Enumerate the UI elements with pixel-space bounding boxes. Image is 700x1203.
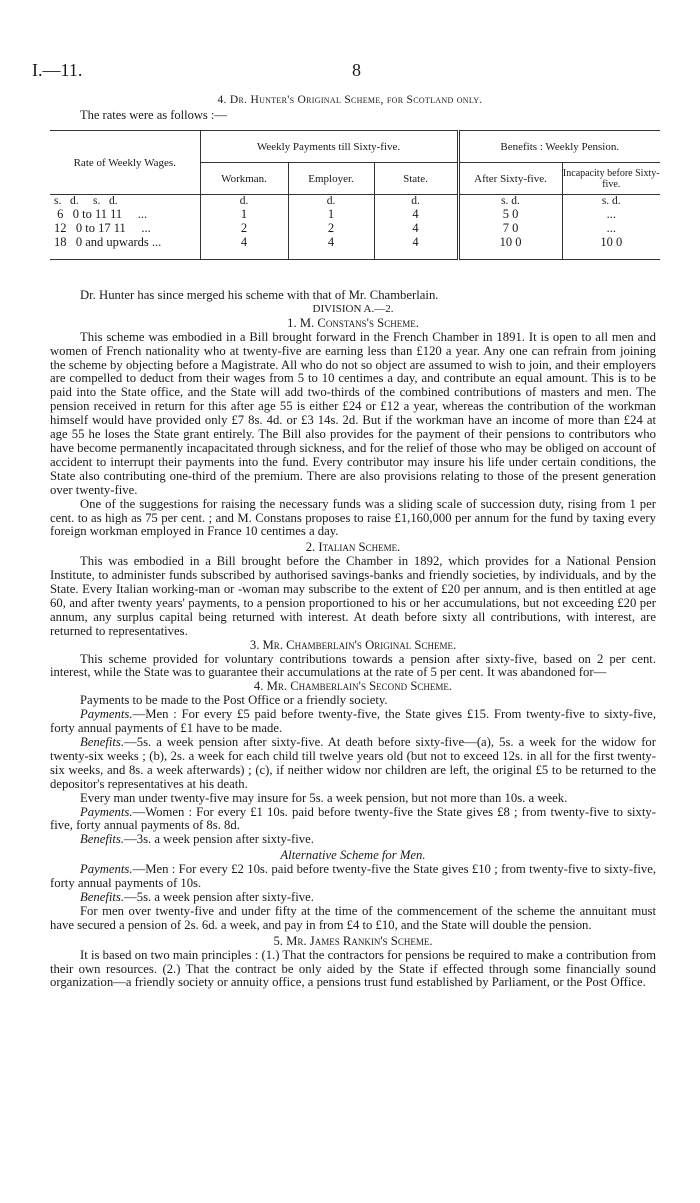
row-workman: 1 (200, 207, 288, 221)
division-heading: DIVISION A.—2. (312, 302, 394, 315)
chamberlain-second-p3 (50, 736, 656, 792)
rates-table (50, 130, 660, 260)
rates-lead: The rates were as follows :— (80, 108, 227, 122)
row-employer: 2 (288, 221, 374, 235)
section-title-italian: 2. Italian Scheme. (305, 540, 401, 555)
col-state: State. (374, 163, 458, 195)
chamberlain-original-paragraph: This scheme provided for voluntary contributions towards a pension after sixty-five, based on 2 per cent. interest, while the State was to guarantee their accumulations at the rate of 5 per cent. It was abandoned for— (50, 651, 656, 680)
alternative-p2 (50, 891, 656, 905)
row-employer: 4 (288, 235, 374, 249)
hunter-note: Dr. Hunter has since merged his scheme with that of Mr. Chamberlain. (80, 288, 439, 302)
alternative-p1 (50, 863, 656, 891)
payments-text: —Women : For every £1 10s. paid before twenty-five the State gives £8 ; from twenty-five to sixty-five, forty annual payments of 8s. 8d. (50, 804, 656, 833)
rankin-paragraph: It is based on two main principles : (1.) That the contractors for pensions be required to make a contribution from their own resources. (2.) That the contract be only aided by the State if effected through some financially sound organization—a friendly society or annuity office, a pensions trust fund established by Parliament, or the Post Office. (50, 947, 656, 990)
payments-label: Payments. (80, 707, 133, 722)
section-title-chamberlain-second: 4. Mr. Chamberlain's Second Scheme. (253, 679, 453, 694)
section-title-rankin: 5. Mr. James Rankin's Scheme. (273, 933, 433, 948)
row-state: 4 (374, 207, 458, 221)
table-row (50, 207, 660, 221)
section-title-chamberlain-original: 3. Mr. Chamberlain's Original Scheme. (249, 637, 457, 652)
row-after: 5 0 (458, 207, 562, 221)
table-row (50, 221, 660, 235)
unit-state: d. (374, 195, 458, 208)
chamberlain-second-p4: Every man under twenty-five may insure for 5s. a week pension, but not more than 10s. a week. (80, 790, 568, 805)
constans-paragraph-2: One of the suggestions for raising the necessary funds was a sliding scale of succession duty, rising from 1 per cent. to as high as 75 per cent. ; and M. Constans proposes to raise £1,160,000 per annum for the fund by taxing every foreign workman employed in France 10 centimes a day. (50, 496, 656, 539)
col-workman: Workman. (200, 163, 288, 195)
row-rate: 6 0 to 11 11 ... (54, 207, 148, 221)
chamberlain-second-p2 (50, 708, 656, 736)
constans-paragraph-1: This scheme was embodied in a Bill brought forward in the French Chamber in 1891. It is open to all men and women of French nationality who at twenty-five are earning less than £120 a year. Any one can refrain from joining the scheme by objecting before a Magistrate. All who do not so object are assumed to wish to join, and their employers are compelled to deduct from their wages from 5 to 10 centimes a day, and contribute an equal amount. This is to be paid into the State office, and the State will add two-thirds of the combined contributions of masters and men. The pension received in return for this after age 55 is either £24 or £12 a year, whereas the contribution of the workman himself would have provided only £7 8s. 4d. or £3 14s. 2d. But if the workman have an income of more than £24 at age 55 he loses the State grant entirely. The Bill also provides for the payment of their pensions to contributors who have become permanently incapacitated through sickness, and for the relief of those who may be obliged on account of accident to interrupt their payments into the fund. Every contributor may insure his life under certain conditions, the State also contributing one-third of the premium. There are also provisions relating to those of the present generation over twenty-five. (50, 329, 656, 497)
page-number: 8 (352, 60, 361, 80)
section-title-hunter: 4. Dr. Hunter's Original Scheme, for Scotland only. (217, 94, 483, 106)
page-header (32, 60, 668, 84)
unit-incapacity: s. d. (562, 195, 660, 208)
benefits-text: —5s. a week pension after sixty-five. At death before sixty-five—(a), 5s. a week for the widow for twenty-six weeks ; (b), 2s. a week for each child till twelve years old (but not to exceed 12s. in all for the first twenty-six weeks, and 8s. a week afterwards) ; (c), if neither widow nor children are left, the original £5 to be returned to the depositor's representatives at his death. (50, 735, 656, 791)
col-incapacity: Incapacity before Sixty-five. (562, 163, 660, 195)
row-workman: 4 (200, 235, 288, 249)
row-incapacity: 10 0 (562, 235, 660, 249)
row-after: 7 0 (458, 221, 562, 235)
row-incapacity: ... (562, 221, 660, 235)
payments-text: —Men : For every £5 paid before twenty-five, the State gives £15. From twenty-five to sixty-five, forty annual payments of £1 have to be made. (50, 707, 656, 736)
benefits-text: —3s. a week pension after sixty-five. (124, 832, 314, 847)
row-rate: 18 0 and upwards ... (54, 235, 162, 249)
document-body (50, 289, 656, 990)
benefits-header: Benefits : Weekly Pension. (458, 131, 660, 163)
col-after-65: After Sixty-five. (458, 163, 562, 195)
alternative-scheme-title: Alternative Scheme for Men. (280, 848, 426, 863)
row-workman: 2 (200, 221, 288, 235)
unit-rate: s. d. s. d. (54, 195, 118, 207)
row-incapacity: ... (562, 207, 660, 221)
chamberlain-second-p6 (50, 833, 656, 847)
col-employer: Employer. (288, 163, 374, 195)
rate-header: Rate of Weekly Wages. (50, 131, 200, 195)
row-employer: 1 (288, 207, 374, 221)
row-after: 10 0 (458, 235, 562, 249)
section-title-constans: 1. M. Constans's Scheme. (287, 315, 419, 330)
unit-after: s. d. (458, 195, 562, 208)
row-state: 4 (374, 235, 458, 249)
benefits-label: Benefits. (80, 832, 125, 847)
weekly-payments-header: Weekly Payments till Sixty-five. (200, 131, 458, 163)
row-rate: 12 0 to 17 11 ... (54, 221, 151, 235)
page-reference: I.—11. (32, 60, 83, 80)
italian-paragraph: This was embodied in a Bill brought before the Chamber in 1892, which provides for a National Pension Institute, to administer funds subscribed by authorised savings-banks and friendly societies, by individuals, and by the State. Every Italian working-man or -woman may subscribe to the extent of £20 per annum, and is then entitled at age 60, and after twenty years' payments, to a pension proportioned to his or her accumulations, but not exceeding £20 per annum, any surplus capital being returned with interest. At death before sixty all contributions, with interest, are returned to representatives. (50, 554, 656, 638)
chamberlain-second-p1: Payments to be made to the Post Office or a friendly society. (80, 693, 388, 708)
alternative-p3: For men over twenty-five and under fifty at the time of the commencement of the scheme the annuitant must have secured a pension of 2s. 6d. a week, and pay in from £4 to £10, and the State will double the pension. (50, 903, 656, 932)
payments-label: Payments. (80, 862, 133, 877)
row-state: 4 (374, 221, 458, 235)
benefits-label: Benefits. (80, 735, 125, 749)
benefits-label: Benefits. (80, 889, 125, 904)
payments-text: —Men : For every £2 10s. paid before twenty-five the State gives £10 ; from twenty-five to sixty-five, forty annual payments of 10s. (50, 862, 656, 891)
unit-workman: d. (200, 195, 288, 208)
chamberlain-second-p5 (50, 806, 656, 834)
unit-employer: d. (288, 195, 374, 208)
table-row (50, 235, 660, 249)
benefits-text: —5s. a week pension after sixty-five. (124, 889, 314, 904)
payments-label: Payments. (80, 804, 133, 819)
